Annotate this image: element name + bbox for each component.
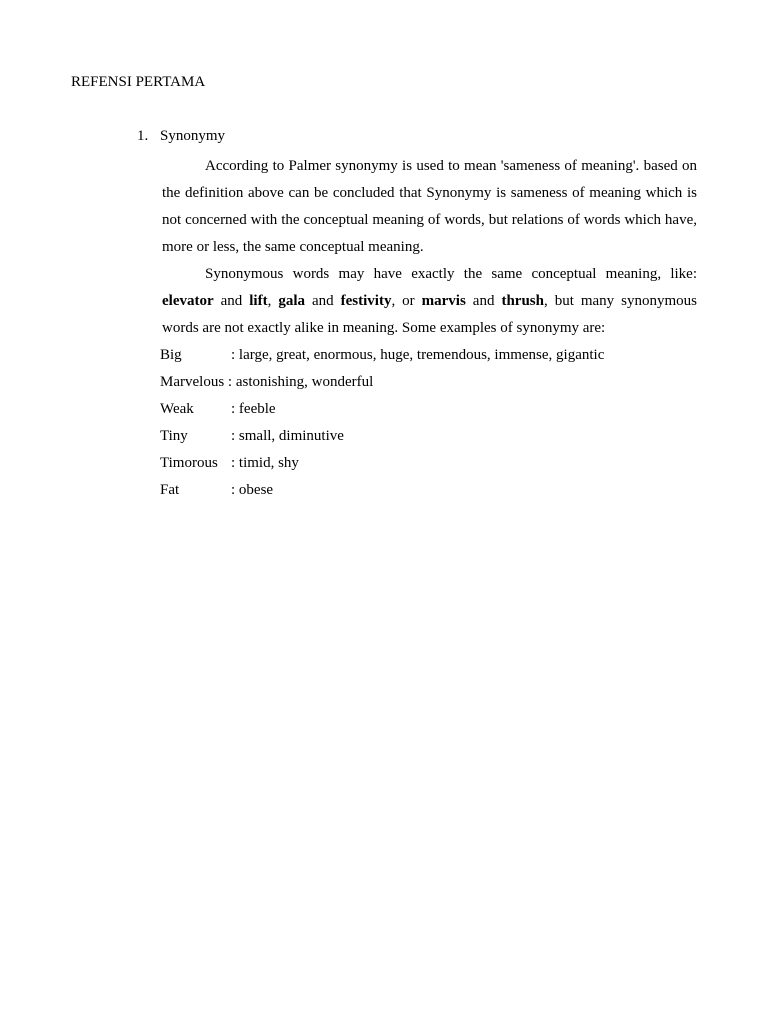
synonym-example-row <box>160 450 768 477</box>
section-synonymy <box>0 126 768 504</box>
section-title: Synonymy <box>160 128 226 144</box>
synonym-definition: : large, great, enormous, huge, tremendous, immense, gigantic <box>231 347 605 363</box>
synonym-definition: : feeble <box>231 401 276 417</box>
bold-word-festivity: festivity <box>340 293 392 309</box>
bold-word-lift: lift <box>249 293 268 309</box>
bold-word-gala: gala <box>278 293 305 309</box>
synonym-term: Marvelous <box>160 374 225 390</box>
document-title: REFENSI PERTAMA <box>71 74 206 90</box>
synonym-term: Timorous <box>160 455 218 471</box>
synonym-example-row <box>160 342 768 369</box>
connector-text: and <box>465 293 502 309</box>
synonym-example-row <box>160 369 768 396</box>
synonym-example-row <box>160 423 768 450</box>
synonym-definition: : small, diminutive <box>231 428 344 444</box>
connector-text: , or <box>391 293 422 309</box>
synonym-term: Tiny <box>160 428 188 444</box>
synonym-example-row <box>160 477 768 504</box>
paragraph-tail-text: , but many synonymous words are not exactly alike in meaning. Some examples of synonymy are: <box>162 293 697 336</box>
bold-word-elevator: elevator <box>162 293 214 309</box>
synonym-examples-list <box>160 342 768 504</box>
paragraph-definition: According to Palmer synonymy is used to mean 'sameness of meaning'. based on the definition above can be concluded that Synonymy is sameness of meaning which is not concerned with the conceptual meaning of words, but relations of words which have, more or less, the same conceptual meaning. <box>162 158 697 255</box>
synonym-term: Fat <box>160 482 180 498</box>
connector-text: and <box>213 293 250 309</box>
section-body <box>162 153 697 342</box>
synonym-definition: : timid, shy <box>231 455 299 471</box>
section-heading <box>0 126 768 146</box>
synonym-term: Big <box>160 347 182 363</box>
synonym-definition: : astonishing, wonderful <box>227 374 374 390</box>
connector-text: and <box>305 293 341 309</box>
synonym-example-row <box>160 396 768 423</box>
section-number: 1. <box>137 128 149 144</box>
synonym-term: Weak <box>160 401 194 417</box>
synonym-definition: : obese <box>231 482 274 498</box>
bold-word-marvis: marvis <box>421 293 466 309</box>
paragraph-examples-intro <box>162 261 697 342</box>
bold-word-thrush: thrush <box>501 293 544 309</box>
connector-text: , <box>267 293 279 309</box>
paragraph-lead-text: Synonymous words may have exactly the same conceptual meaning, like: <box>205 266 697 282</box>
